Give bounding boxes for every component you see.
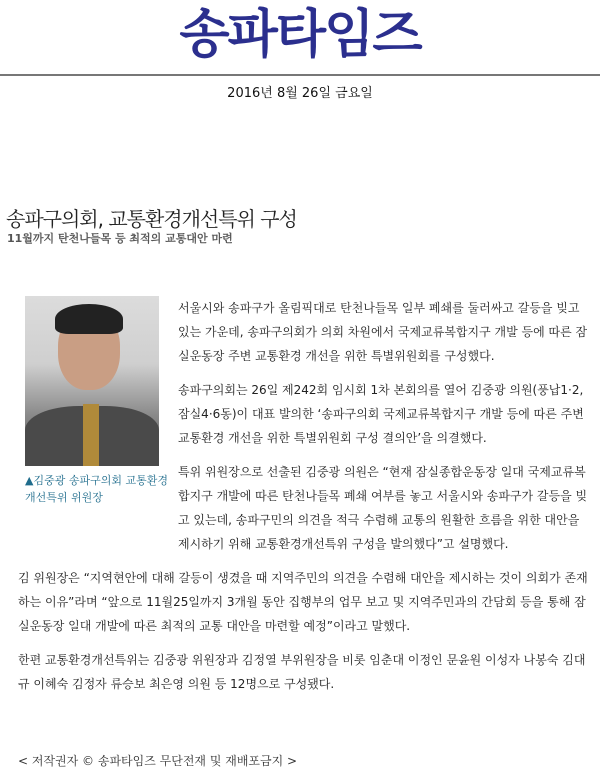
portrait-photo (25, 296, 159, 466)
paragraph: 송파구의회는 26일 제242회 임시회 1차 본회의를 열어 김중광 의원(풍납1·2, 잠실4·6동)이 대표 발의한 ‘송파구의회 국제교류복합지구 개발 등에 따른 주변 교통환경 개선을 위한 특별위원회 구성 결의안’을 의결했다. (178, 383, 584, 445)
newspaper-logo[interactable]: 송파타임즈 (179, 5, 421, 65)
article-title: 송파구의회, 교통환경개선특위 구성 (6, 207, 297, 231)
article-figure (25, 296, 168, 536)
paragraph: 서울시와 송파구가 올림픽대로 탄천나들목 일부 폐쇄를 둘러싸고 갈등을 빚고 있는 가운데, 송파구의회가 의회 차원에서 국제교류복합지구 개발 등에 따른 잠실운동장 주변 교통환경 개선을 위한 특별위원회를 구성했다. (178, 301, 588, 363)
photo-caption: ▲김중광 송파구의회 교통환경 개선특위 위원장 (25, 474, 168, 504)
issue-date: 2016년 8월 26일 금요일 (227, 86, 373, 101)
article-body (18, 296, 590, 706)
copyright-notice: < 저작권자 © 송파타임즈 무단전재 및 재배포금지 > (18, 754, 298, 768)
paragraph: 김 위원장은 “지역현안에 대해 갈등이 생겼을 때 지역주민의 의견을 수렴해 대안을 제시하는 것이 의회가 존재하는 이유”라며 “앞으로 11월25일까지 3개월 동안 집행부의 업무 보고 및 지역주민과의 간담회 등을 통해 잠실운동장 일대 개발에 따른 최적의 교통 대안을 마련할 예정”이라고 말했다. (18, 571, 588, 633)
article-subtitle: 11월까지 탄천나들목 등 최적의 교통대안 마련 (7, 232, 233, 245)
paragraph: 특위 위원장으로 선출된 김중광 의원은 “현재 잠실종합운동장 일대 국제교류복합지구 개발에 따른 탄천나들목 폐쇄 여부를 놓고 서울시와 송파구가 갈등을 빚고 있는데, 송파구민의 의견을 적극 수렴해 교통의 원활한 흐름을 위한 대안을 제시하기 위해 교통환경개선특위 구성을 발의했다”고 설명했다. (178, 465, 588, 551)
paragraph: 한편 교통환경개선특위는 김중광 위원장과 김정열 부위원장을 비롯 임춘대 이정인 문윤원 이성자 나봉숙 김대규 이혜숙 김정자 류승보 최은영 의원 등 12명으로 구성됐다. (18, 653, 586, 691)
header-divider (0, 74, 600, 76)
